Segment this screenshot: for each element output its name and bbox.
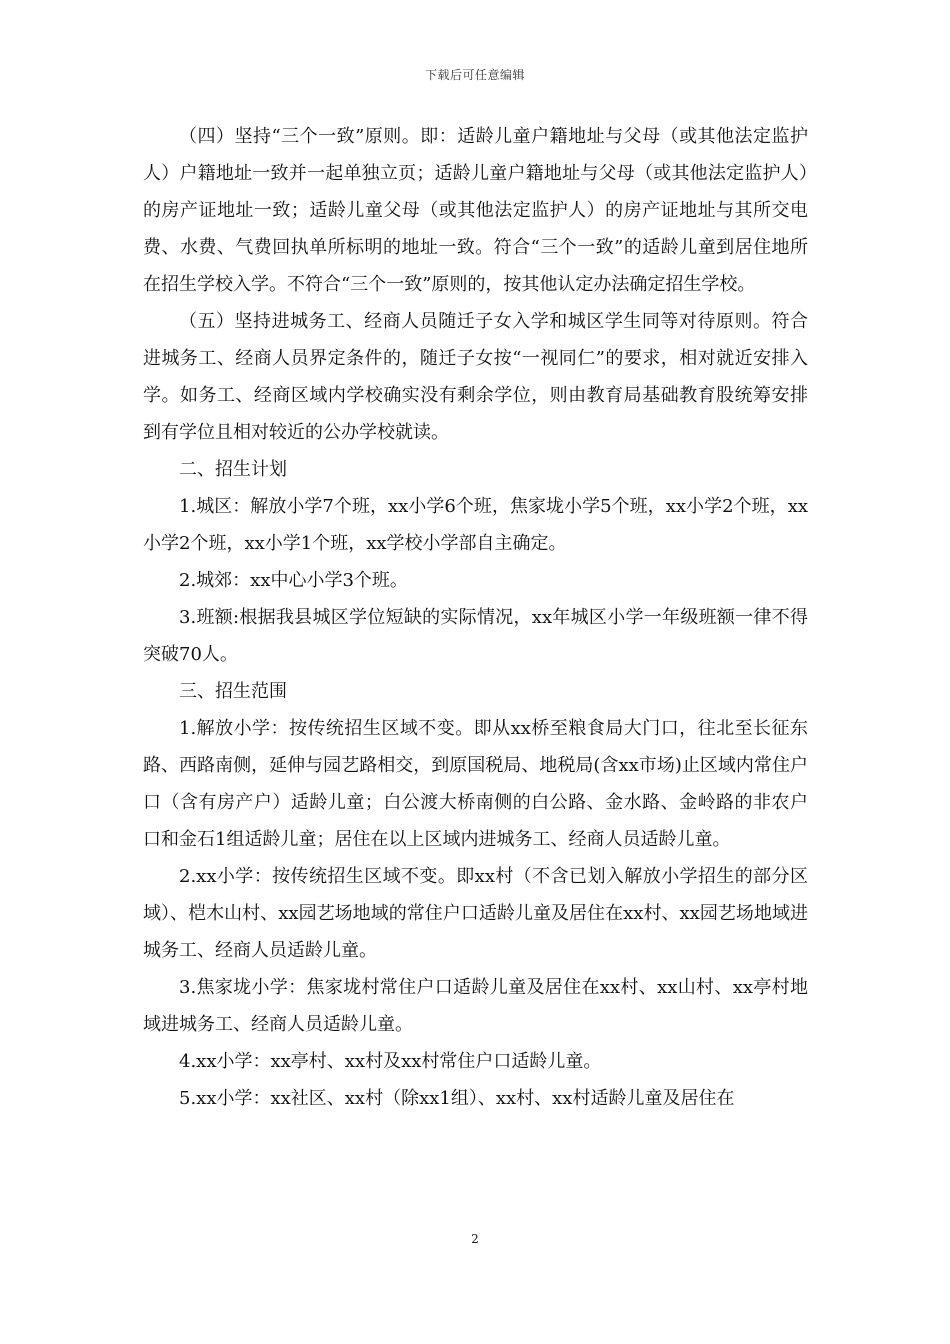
page-header: 下载后可任意编辑 [424, 68, 525, 82]
paragraph-scope-school-5: 5.xx小学：xx社区、xx村（除xx1组）、xx村、xx村适龄儿童及居住在 [179, 1088, 735, 1109]
paragraph-scope-school-4: 4.xx小学：xx亭村、xx村及xx村常住户口适龄儿童。 [179, 1051, 602, 1072]
page-number: 2 [471, 1232, 479, 1246]
paragraph-scope-school-2: 2.xx小学：按传统招生区域不变。即xx村（不含已划入解放小学招生的部分区域）、桤木山村、xx园艺场地域的常住户口适龄儿童及居住在xx村、xx园艺场地域进城务工、经商人员适龄儿童。 [143, 866, 808, 961]
section-heading-enrollment-scope: 三、招生范围 [179, 681, 287, 702]
paragraph-plan-class-size: 3.班额:根据我县城区学位短缺的实际情况，xx年城区小学一年级班额一律不得突破70人。 [143, 607, 808, 665]
paragraph-scope-jiaojialong: 3.焦家垅小学：焦家垅村常住户口适龄儿童及居住在xx村、xx山村、xx亭村地域进城务工、经商人员适龄儿童。 [143, 977, 808, 1035]
paragraph-scope-jiefang: 1.解放小学：按传统招生区域不变。即从xx桥至粮食局大门口，往北至长征东路、西路南侧，延伸与园艺路相交，到原国税局、地税局(含xx市场)止区域内常住户口（含有房产户）适龄儿童；白公渡大桥南侧的白公路、金水路、金岭路的非农户口和金石1组适龄儿童；居住在以上区域内进城务工、经商人员适龄儿童。 [143, 718, 808, 850]
section-heading-enrollment-plan: 二、招生计划 [179, 459, 287, 480]
paragraph-plan-urban: 1.城区：解放小学7个班，xx小学6个班，焦家垅小学5个班，xx小学2个班，xx小学2个班，xx小学1个班，xx学校小学部自主确定。 [143, 496, 808, 554]
paragraph-principle-five: （五）坚持进城务工、经商人员随迁子女入学和城区学生同等对待原则。符合进城务工、经商人员界定条件的，随迁子女按“一视同仁”的要求，相对就近安排入学。如务工、经商区域内学校确实没有剩余学位，则由教育局基础教育股统筹安排到有学位且相对较近的公办学校就读。 [143, 311, 808, 443]
document-body [143, 118, 808, 1117]
paragraph-principle-four: （四）坚持“三个一致”原则。即：适龄儿童户籍地址与父母（或其他法定监护人）户籍地址一致并一起单独立页；适龄儿童户籍地址与父母（或其他法定监护人）的房产证地址一致；适龄儿童父母（或其他法定监护人）的房产证地址与其所交电费、水费、气费回执单所标明的地址一致。符合“三个一致”的适龄儿童到居住地所在招生学校入学。不符合“三个一致”原则的，按其他认定办法确定招生学校。 [143, 126, 808, 295]
paragraph-plan-suburban: 2.城郊：xx中心小学3个班。 [179, 570, 408, 591]
